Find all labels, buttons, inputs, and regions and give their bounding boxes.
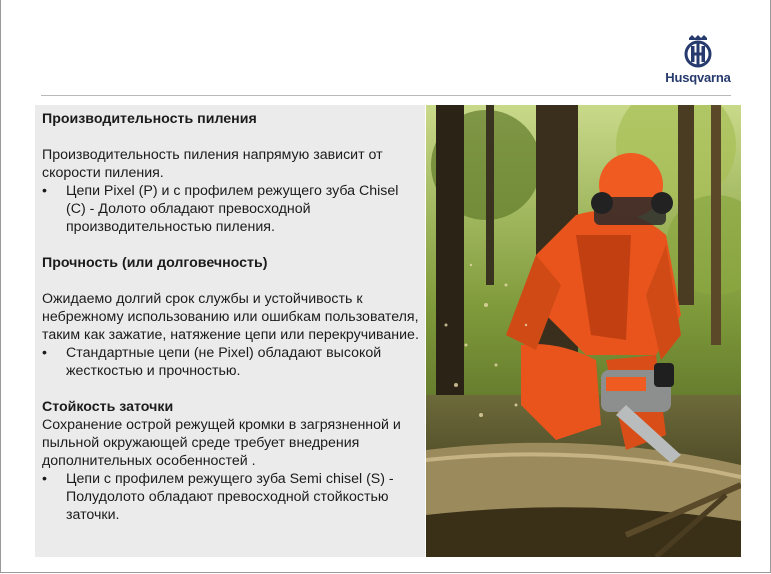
section-heading-productivity: Производительность пиления [42, 111, 257, 127]
bullet-dot: • [42, 183, 47, 199]
section-body-durability: Ожидаемо долгий срок службы и устойчивость к небрежному использованию или ошибкам пользователя, таким как зажатие, натяжение цепи или перекручивание. [42, 291, 419, 343]
bullet-text-sharpness: Цепи с профилем режущего зуба Semi chisel (S) - Полудолото обладают превосходной стойкостью заточки. [66, 471, 394, 523]
text-panel [35, 105, 425, 557]
chainsaw-operator-photo [426, 105, 741, 557]
bullet-text-durability: Стандартные цепи (не Pixel) обладают высокой жесткостью и прочностью. [66, 345, 382, 379]
bullet-item [42, 470, 420, 524]
section-heading-sharpness: Стойкость заточки [42, 399, 174, 415]
bullet-item [42, 344, 420, 380]
section-body-sharpness: Сохранение острой режущей кромки в загрязненной и пыльной окружающей среде требует внедрения дополнительных особенностей . [42, 417, 401, 469]
bullet-dot: • [42, 471, 47, 487]
bullet-dot: • [42, 345, 47, 361]
bullet-text-productivity: Цепи Pixel (P) и с профилем режущего зуба Chisel (C) - Долото обладают превосходной производительностью пиления. [66, 183, 399, 235]
header-divider [41, 95, 731, 96]
section-body-productivity: Производительность пиления напрямую зависит от скорости пиления. [42, 147, 383, 181]
husqvarna-crown-icon [683, 34, 713, 68]
section-heading-durability: Прочность (или долговечность) [42, 255, 268, 271]
husqvarna-logo [659, 34, 737, 86]
brand-wordmark: Husqvarna [665, 70, 731, 85]
bullet-item [42, 182, 420, 236]
